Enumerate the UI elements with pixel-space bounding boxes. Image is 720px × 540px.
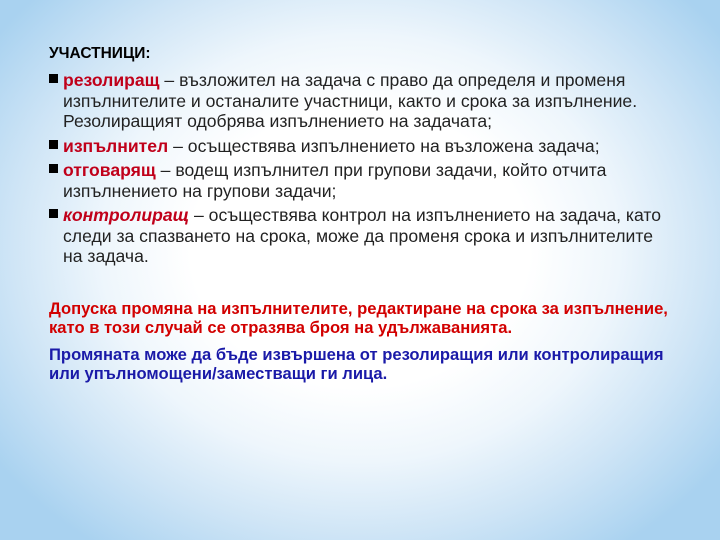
- square-bullet-icon: [49, 74, 58, 83]
- participant-description: – възложител на задача с право да определя и променя изпълнителите и останалите участници, както и срока за изпълнение. Резолиращият одобрява изпълнението на задачата;: [63, 70, 638, 131]
- participant-description: – водещ изпълнител при групови задачи, който отчита изпълнението на групови задачи;: [63, 160, 607, 201]
- participant-term: изпълнител: [63, 135, 169, 156]
- participant-item-executor: [47, 136, 677, 157]
- note-red: Допуска промяна на изпълнителите, редактиране на срока за изпълнение, като в този случай се отразява броя на удължаванията.: [49, 298, 668, 337]
- participants-list: [47, 70, 677, 267]
- participant-term: контролиращ: [63, 205, 190, 225]
- participant-term: отговарящ: [63, 160, 156, 180]
- participant-item-responsible: [47, 160, 677, 201]
- participants-heading: УЧАСТНИЦИ:: [49, 45, 151, 62]
- square-bullet-icon: [49, 140, 58, 149]
- square-bullet-icon: [49, 164, 58, 173]
- participant-item-controller: [47, 205, 677, 267]
- slide-content: [47, 44, 677, 391]
- square-bullet-icon: [49, 209, 58, 218]
- participant-description: – осъществява изпълнението на възложена задача;: [168, 135, 600, 156]
- participant-item-resolver: [47, 70, 677, 132]
- participant-description: – осъществява контрол на изпълнението на задача, като следи за спазването на срока, може да променя срока и изпълнителите на задача.: [63, 205, 662, 266]
- note-blue: Промяната може да бъде извършена от резолиращия или контролиращия или упълномощени/заместващи ги лица.: [49, 344, 664, 383]
- participant-term: резолиращ: [63, 70, 160, 90]
